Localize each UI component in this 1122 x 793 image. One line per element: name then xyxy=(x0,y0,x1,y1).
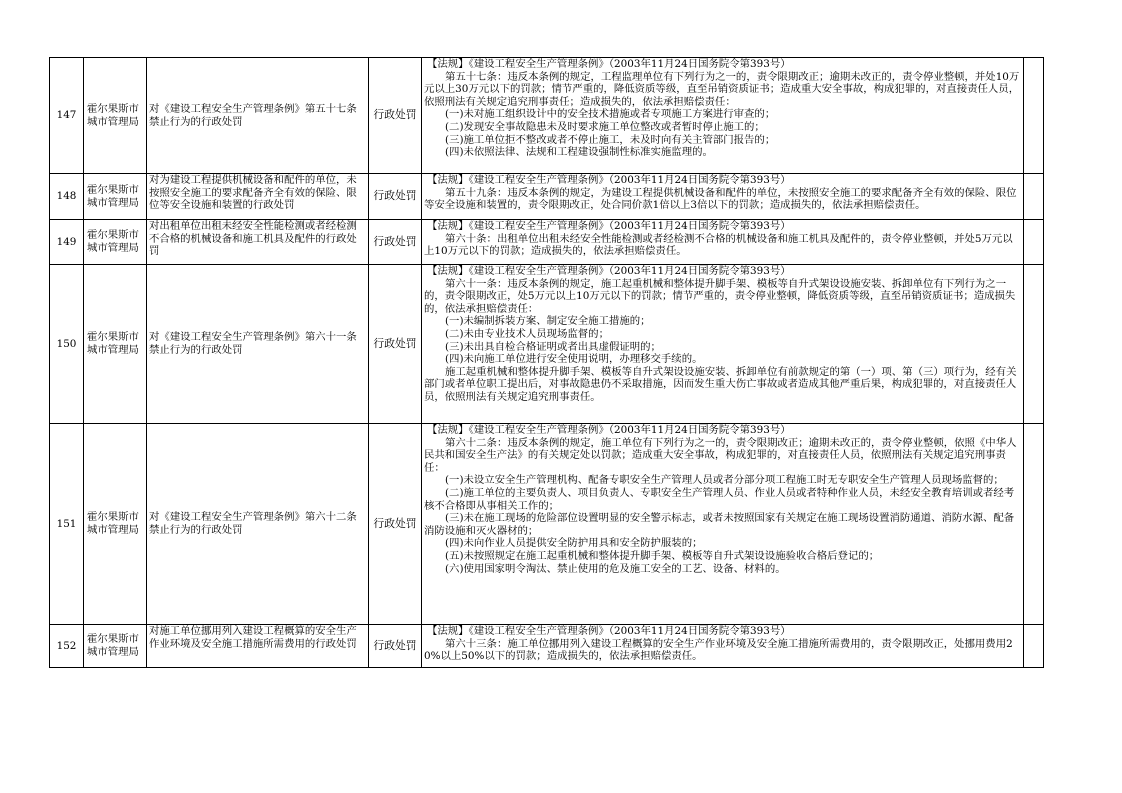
list-item: (五)未按照规定在施工起重机械和整体提升脚手架、模板等自升式架设设施验收合格后登记的； xyxy=(445,549,880,562)
legal-basis-cell xyxy=(422,58,1024,174)
remarks-cell xyxy=(1024,58,1044,174)
list-item: (二)未由专业技术人员现场监督的； xyxy=(445,327,609,340)
remarks-cell xyxy=(1024,220,1044,265)
list-item: (一)未对施工组织设计中的安全技术措施或者专项施工方案进行审查的； xyxy=(445,108,776,121)
category-cell: 行政处罚 xyxy=(369,265,422,424)
regulation-source: 【法规】《建设工程安全生产管理条例》（2003年11月24日国务院令第393号） xyxy=(427,424,791,436)
list-item: (三)施工单位拒不整改或者不停止施工，未及时向有关主管部门报告的； xyxy=(445,133,776,146)
row-number: 149 xyxy=(50,220,84,265)
item-name-cell: 对《建设工程安全生产管理条例》第六十二条禁止行为的行政处罚 xyxy=(147,424,369,625)
regulation-source: 【法规】《建设工程安全生产管理条例》（2003年11月24日国务院令第393号） xyxy=(427,265,791,277)
department-cell: 霍尔果斯市城市管理局 xyxy=(84,174,147,220)
item-name-cell: 对《建设工程安全生产管理条例》第六十一条禁止行为的行政处罚 xyxy=(147,265,369,424)
list-item: (六)使用国家明令淘汰、禁止使用的危及施工安全的工艺、设备、材料的。 xyxy=(445,562,786,575)
category-cell: 行政处罚 xyxy=(369,625,422,668)
row-number: 152 xyxy=(50,625,84,668)
table-row[interactable] xyxy=(50,424,1044,625)
item-name-cell: 对为建设工程提供机械设备和配件的单位，未按照安全施工的要求配备齐全有效的保险、限位等安全设施和装置的行政处罚 xyxy=(147,174,369,220)
legal-basis-cell xyxy=(422,174,1024,220)
table-row[interactable] xyxy=(50,220,1044,265)
regulation-source: 【法规】《建设工程安全生产管理条例》（2003年11月24日国务院令第393号） xyxy=(427,58,791,70)
list-item: (四)未向作业人员提供安全防护用具和安全防护服装的； xyxy=(445,537,703,550)
category-cell: 行政处罚 xyxy=(369,220,422,265)
regulation-source: 【法规】《建设工程安全生产管理条例》（2003年11月24日国务院令第393号） xyxy=(427,174,791,186)
list-item: (四)未依照法律、法规和工程建设强制性标准实施监理的。 xyxy=(445,146,713,159)
list-item: (一)未设立安全生产管理机构、配备专职安全生产管理人员或者分部分项工程施工时无专职安全生产管理人员现场监督的； xyxy=(445,474,1004,487)
category-cell: 行政处罚 xyxy=(369,58,422,174)
table-row[interactable] xyxy=(50,625,1044,668)
list-item: (三)未在施工现场的危险部位设置明显的安全警示标志，或者未按照国家有关规定在施工现场设置消防通道、消防水源、配备消防设施和灭火器材的； xyxy=(424,512,1015,537)
category-cell: 行政处罚 xyxy=(369,174,422,220)
row-number: 150 xyxy=(50,265,84,424)
legal-basis-cell xyxy=(422,220,1024,265)
regulation-source: 【法规】《建设工程安全生产管理条例》（2003年11月24日国务院令第393号） xyxy=(427,625,791,637)
list-item: (一)未编制拆装方案、制定安全施工措施的； xyxy=(445,315,651,328)
department-cell: 霍尔果斯市城市管理局 xyxy=(84,424,147,625)
list-item: (四)未向施工单位进行安全使用说明，办理移交手续的。 xyxy=(445,353,703,366)
item-name-cell: 对出租单位出租未经安全性能检测或者经检测不合格的机械设备和施工机具及配件的行政处罚 xyxy=(147,220,369,265)
department-cell: 霍尔果斯市城市管理局 xyxy=(84,625,147,668)
list-item: (三)未出具自检合格证明或者出具虚假证明的； xyxy=(445,340,661,353)
department-cell: 霍尔果斯市城市管理局 xyxy=(84,220,147,265)
article-text: 第五十九条：违反本条例的规定，为建设工程提供机械设备和配件的单位，未按照安全施工的要求配备齐全有效的保险、限位等安全设施和装置的，责令限期改正，处合同价款1倍以上3倍以下的罚款；造成损失的，依法承担赔偿责任。 xyxy=(424,186,1017,212)
table-row[interactable] xyxy=(50,174,1044,220)
remarks-cell xyxy=(1024,265,1044,424)
item-name-cell: 对施工单位挪用列入建设工程概算的安全生产作业环境及安全施工措施所需费用的行政处罚 xyxy=(147,625,369,668)
legal-basis-cell xyxy=(422,265,1024,424)
remarks-cell xyxy=(1024,174,1044,220)
legal-basis-cell xyxy=(422,625,1024,668)
department-cell: 霍尔果斯市城市管理局 xyxy=(84,265,147,424)
department-cell: 霍尔果斯市城市管理局 xyxy=(84,58,147,174)
article-text: 第六十三条：施工单位挪用列入建设工程概算的安全生产作业环境及安全施工措施所需费用的，责令限期改正，处挪用费用20%以上50%以下的罚款；造成损失的，依法承担赔偿责任。 xyxy=(424,637,1013,663)
table-row[interactable] xyxy=(50,265,1044,424)
category-cell: 行政处罚 xyxy=(369,424,422,625)
remarks-cell xyxy=(1024,625,1044,668)
article-text: 第五十七条：违反本条例的规定，工程监理单位有下列行为之一的，责令限期改正；逾期未改正的，责令停业整顿，并处10万元以上30万元以下的罚款；情节严重的，降低资质等级，直至吊销资质证书；造成重大安全事故，构成犯罪的，对直接责任人员，依照刑法有关规定追究刑事责任；造成损失的，依法承担赔偿责任： xyxy=(424,70,1020,108)
remarks-cell xyxy=(1024,424,1044,625)
item-name-cell: 对《建设工程安全生产管理条例》第五十七条禁止行为的行政处罚 xyxy=(147,58,369,174)
article-text: 第六十一条：违反本条例的规定，施工起重机械和整体提升脚手架、模板等自升式架设设施安装、拆卸单位有下列行为之一的，责令限期改正，处5万元以上10万元以下的罚款；情节严重的，责令停业整顿，降低资质等级，直至吊销资质证书；造成损失的，依法承担赔偿责任： xyxy=(424,277,1016,315)
legal-basis-cell xyxy=(422,424,1024,625)
row-number: 147 xyxy=(50,58,84,174)
regulation-source: 【法规】《建设工程安全生产管理条例》（2003年11月24日国务院令第393号） xyxy=(427,220,791,232)
article-text: 施工起重机械和整体提升脚手架、模板等自升式架设设施安装、拆卸单位有前款规定的第（一）项、第（三）项行为，经有关部门或者单位职工提出后，对事故隐患仍不采取措施，因而发生重大伤亡事故或者造成其他严重后果，构成犯罪的，对直接责任人员，依照刑法有关规定追究刑事责任。 xyxy=(424,365,1017,403)
regulation-table xyxy=(49,57,1044,668)
table-row[interactable] xyxy=(50,58,1044,174)
article-text: 第六十条：出租单位出租未经安全性能检测或者经检测不合格的机械设备和施工机具及配件的，责令停业整顿，并处5万元以上10万元以下的罚款；造成损失的，依法承担赔偿责任。 xyxy=(424,232,1013,258)
row-number: 148 xyxy=(50,174,84,220)
row-number: 151 xyxy=(50,424,84,625)
list-item: (二)发现安全事故隐患未及时要求施工单位整改或者暂时停止施工的； xyxy=(445,120,765,133)
list-item: (二)施工单位的主要负责人、项目负责人、专职安全生产管理人员、作业人员或者特种作业人员，未经安全教育培训或者经考核不合格即从事相关工作的； xyxy=(424,486,1015,512)
article-text: 第六十二条：违反本条例的规定，施工单位有下列行为之一的，责令限期改正；逾期未改正的，责令停业整顿，依照《中华人民共和国安全生产法》的有关规定处以罚款；造成重大安全事故，构成犯罪的，对直接责任人员，依照刑法有关规定追究刑事责任： xyxy=(424,436,1017,474)
